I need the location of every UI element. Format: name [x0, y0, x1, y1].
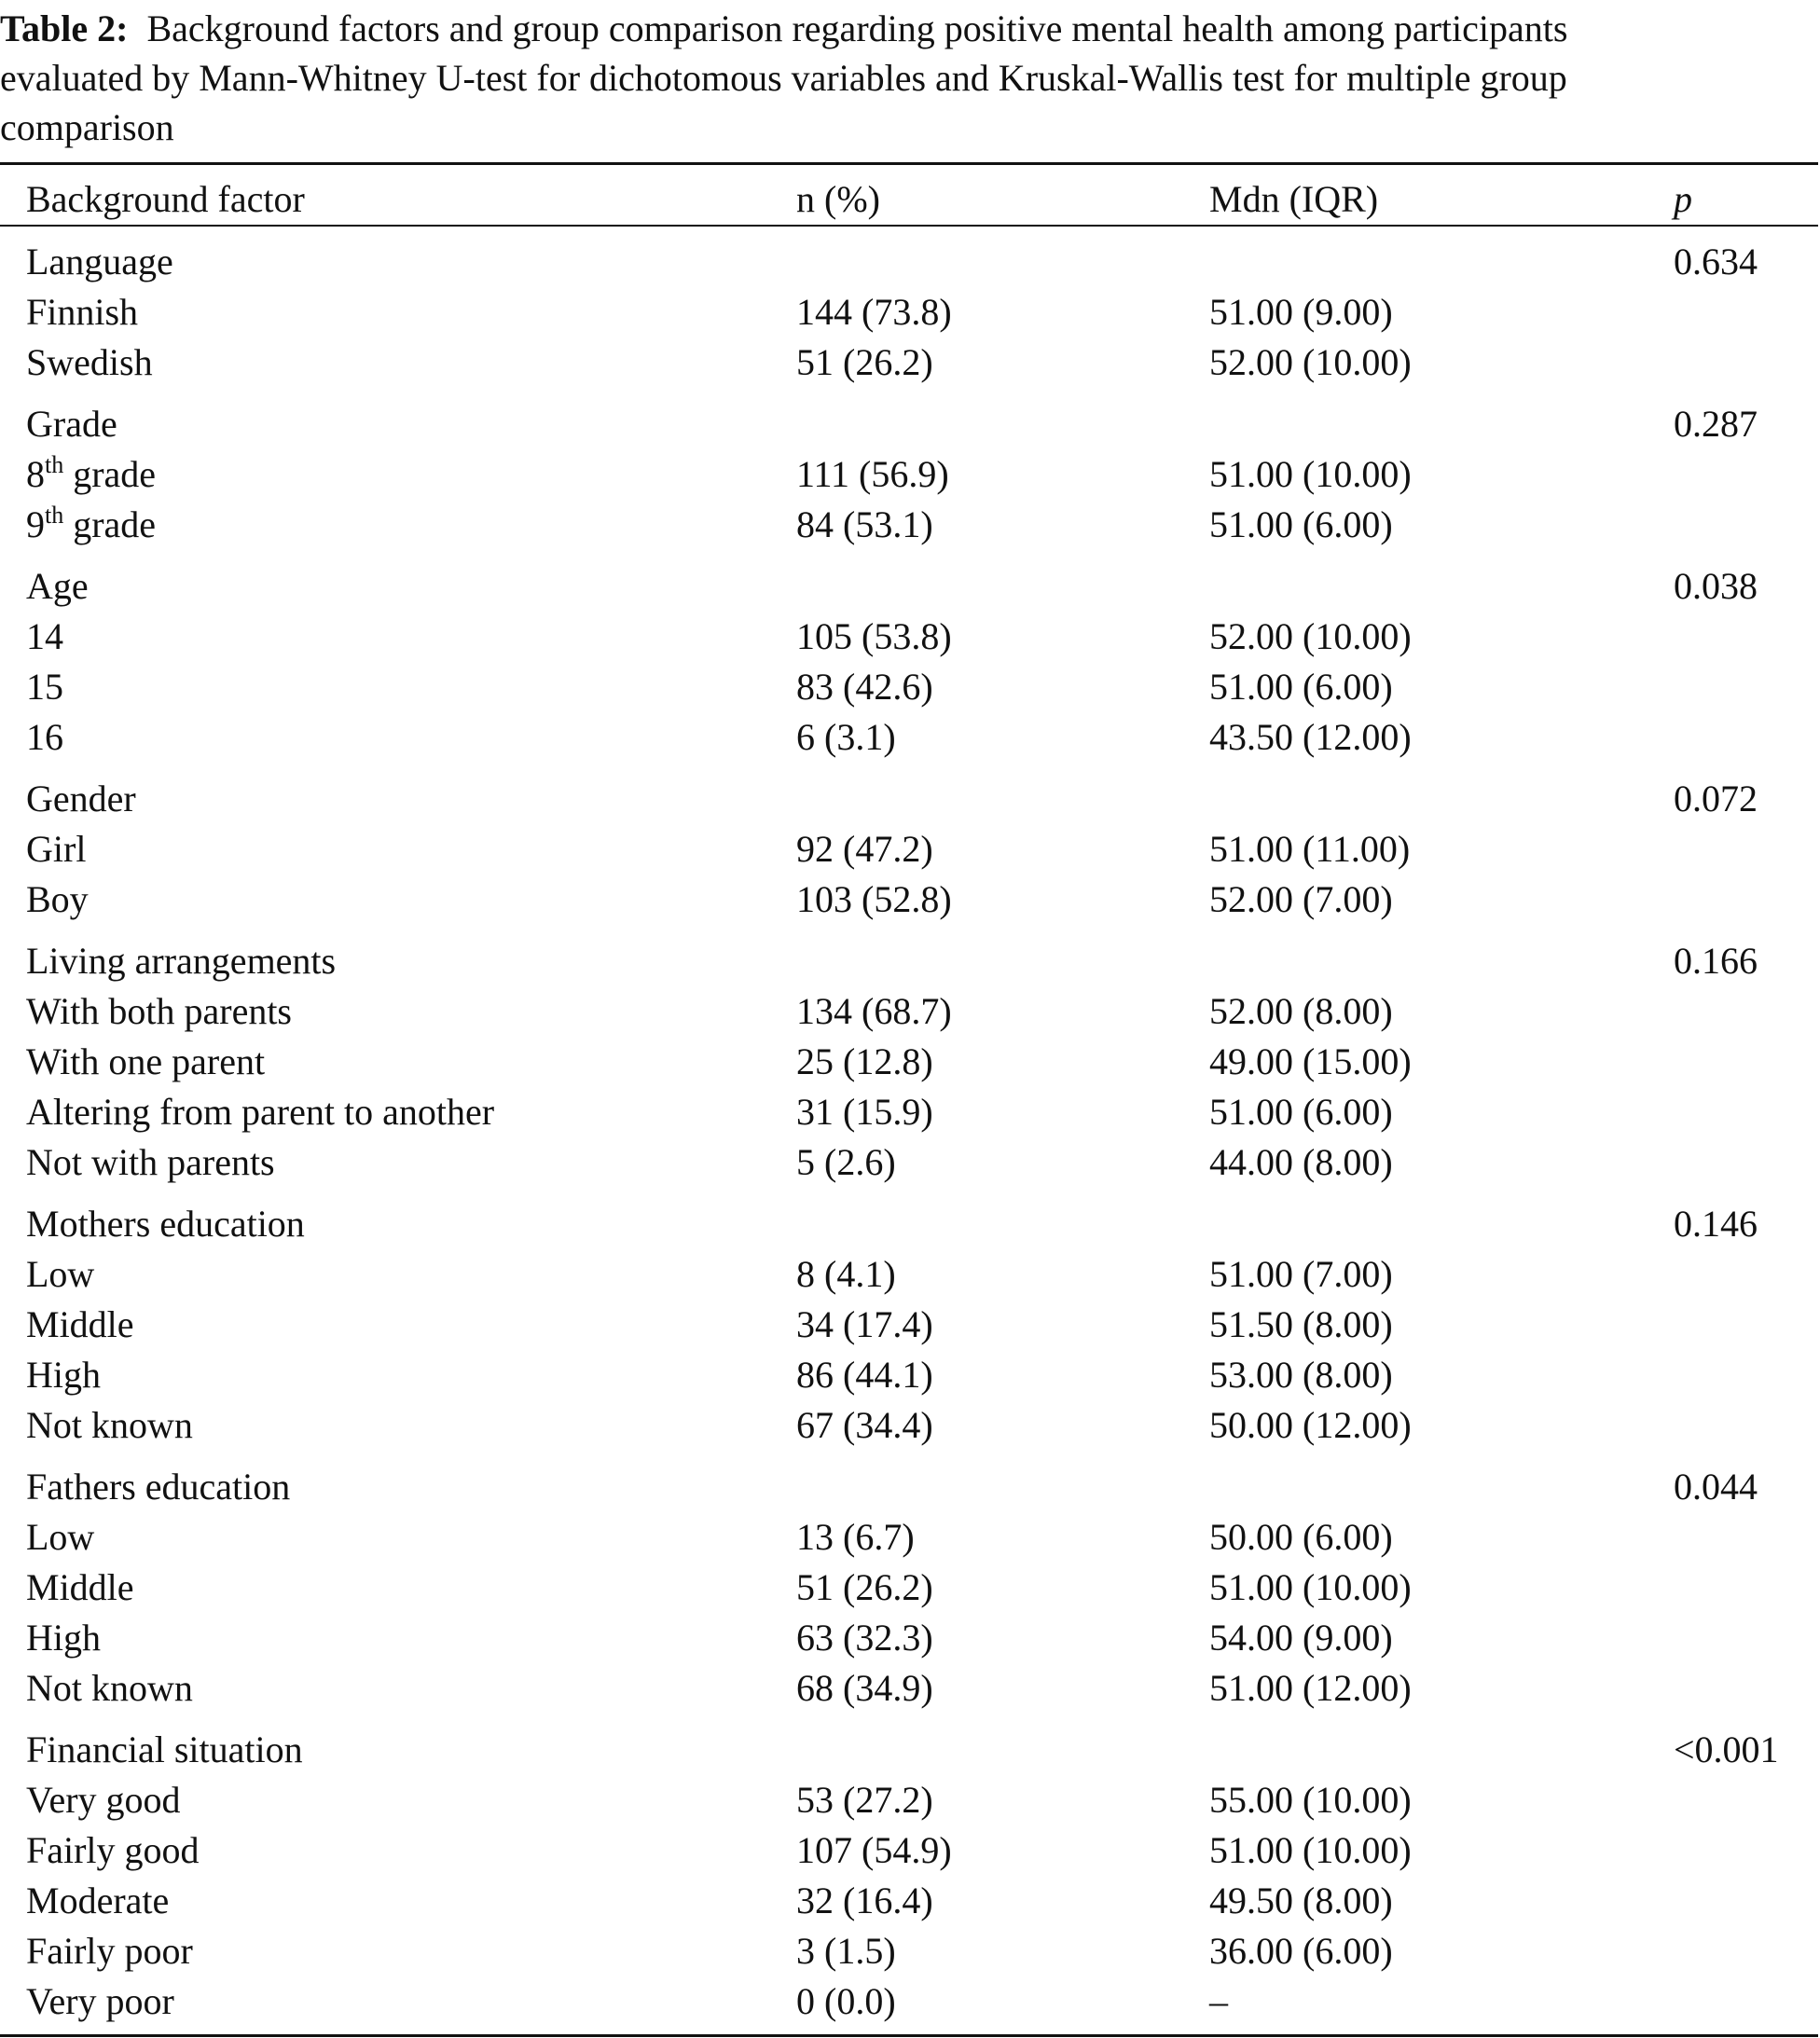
group-p-value: 0.038	[1674, 565, 1758, 607]
table-row	[0, 1350, 1820, 1400]
table-row	[0, 1876, 1820, 1926]
table-row	[0, 824, 1820, 874]
table-group-row	[0, 1199, 1820, 1249]
table-row	[0, 712, 1820, 763]
table-row	[0, 337, 1820, 388]
row-median-iqr: 51.50 (8.00)	[1209, 1303, 1393, 1345]
header-median-iqr: Mdn (IQR)	[1209, 178, 1379, 220]
row-median-iqr: 52.00 (10.00)	[1209, 341, 1412, 383]
table-row	[0, 1926, 1820, 1976]
row-median-iqr: 50.00 (6.00)	[1209, 1516, 1393, 1558]
row-n-percent: 92 (47.2)	[796, 828, 933, 870]
table-group-row	[0, 399, 1820, 449]
table-header-rule	[0, 225, 1818, 227]
caption-line-2: evaluated by Mann-Whitney U-test for dichotomous variables and Kruskal-Wallis test for multiple group	[0, 57, 1567, 99]
caption-line-1	[0, 4, 1818, 53]
row-label: Boy	[26, 878, 89, 920]
group-label: Living arrangements	[26, 940, 337, 982]
table-group-row	[0, 936, 1820, 986]
row-label-ordinal-suffix: th	[45, 451, 64, 478]
table-bottom-rule	[0, 2034, 1818, 2037]
row-n-percent: 86 (44.1)	[796, 1354, 933, 1396]
table-row	[0, 1825, 1820, 1876]
table-row	[0, 500, 1820, 550]
caption-label: Table 2:	[0, 7, 129, 49]
table-row	[0, 1037, 1820, 1087]
table-row	[0, 1775, 1820, 1825]
row-n-percent: 51 (26.2)	[796, 341, 933, 383]
row-median-iqr: 53.00 (8.00)	[1209, 1354, 1393, 1396]
table-row	[0, 1512, 1820, 1563]
table-row	[0, 1663, 1820, 1714]
row-median-iqr: 51.00 (10.00)	[1209, 453, 1412, 495]
group-label: Fathers education	[26, 1466, 291, 1508]
row-median-iqr: 51.00 (6.00)	[1209, 503, 1393, 545]
table-row	[0, 449, 1820, 500]
row-median-iqr: 54.00 (9.00)	[1209, 1617, 1393, 1659]
row-label: With both parents	[26, 990, 292, 1032]
group-p-value: 0.072	[1674, 778, 1758, 819]
row-n-percent: 144 (73.8)	[796, 291, 952, 333]
table-group-row	[0, 237, 1820, 287]
row-median-iqr: 36.00 (6.00)	[1209, 1930, 1393, 1972]
row-label: Moderate	[26, 1880, 170, 1921]
row-n-percent: 25 (12.8)	[796, 1040, 933, 1082]
table-row	[0, 287, 1820, 337]
table-header-row	[0, 174, 1820, 225]
group-p-value: 0.634	[1674, 241, 1758, 282]
table-row	[0, 1400, 1820, 1451]
group-label: Grade	[26, 403, 117, 445]
caption-text-1: Background factors and group comparison regarding positive mental health among participants	[146, 7, 1568, 49]
table-top-rule	[0, 162, 1818, 165]
row-label: Middle	[26, 1566, 134, 1608]
row-n-percent: 32 (16.4)	[796, 1880, 933, 1921]
row-n-percent: 8 (4.1)	[796, 1253, 896, 1295]
table-row	[0, 1563, 1820, 1613]
table-row	[0, 662, 1820, 712]
row-median-iqr: 51.00 (6.00)	[1209, 1091, 1393, 1133]
row-median-iqr: 52.00 (7.00)	[1209, 878, 1393, 920]
group-label: Mothers education	[26, 1203, 305, 1245]
group-p-value: 0.287	[1674, 403, 1758, 445]
row-median-iqr: 50.00 (12.00)	[1209, 1404, 1412, 1446]
table-row	[0, 1613, 1820, 1663]
row-label: 14	[26, 615, 63, 657]
table-row	[0, 1249, 1820, 1300]
row-label: Very good	[26, 1779, 181, 1821]
row-median-iqr: 51.00 (10.00)	[1209, 1829, 1412, 1871]
row-n-percent: 68 (34.9)	[796, 1667, 933, 1709]
row-n-percent: 67 (34.4)	[796, 1404, 933, 1446]
row-n-percent: 105 (53.8)	[796, 615, 952, 657]
row-median-iqr: 49.50 (8.00)	[1209, 1880, 1393, 1921]
row-label: Low	[26, 1516, 95, 1558]
group-p-value: 0.044	[1674, 1466, 1758, 1508]
row-median-iqr: 51.00 (12.00)	[1209, 1667, 1412, 1709]
row-median-iqr: 51.00 (7.00)	[1209, 1253, 1393, 1295]
header-n-percent: n (%)	[796, 178, 880, 220]
row-median-iqr: 51.00 (9.00)	[1209, 291, 1393, 333]
row-n-percent: 84 (53.1)	[796, 503, 933, 545]
row-label: Middle	[26, 1303, 134, 1345]
row-n-percent: 0 (0.0)	[796, 1980, 896, 2022]
row-label: With one parent	[26, 1040, 266, 1082]
row-median-iqr: –	[1209, 1980, 1228, 2022]
row-label-number: 8	[26, 453, 45, 495]
row-label: Low	[26, 1253, 95, 1295]
table-row	[0, 986, 1820, 1037]
table-row	[0, 874, 1820, 925]
row-n-percent: 63 (32.3)	[796, 1617, 933, 1659]
table-row	[0, 1976, 1820, 2027]
row-label: Not known	[26, 1667, 193, 1709]
row-median-iqr: 43.50 (12.00)	[1209, 716, 1412, 758]
row-median-iqr: 52.00 (8.00)	[1209, 990, 1393, 1032]
row-n-percent: 6 (3.1)	[796, 716, 896, 758]
group-p-value: 0.166	[1674, 940, 1758, 982]
row-label: Very poor	[26, 1980, 174, 2022]
row-label	[26, 449, 156, 500]
header-p-value: p	[1674, 178, 1692, 220]
group-label: Gender	[26, 778, 136, 819]
row-median-iqr: 51.00 (11.00)	[1209, 828, 1411, 870]
table-group-row	[0, 561, 1820, 612]
row-label: Altering from parent to another	[26, 1091, 495, 1133]
row-n-percent: 107 (54.9)	[796, 1829, 952, 1871]
row-n-percent: 111 (56.9)	[796, 453, 949, 495]
group-label: Financial situation	[26, 1728, 303, 1770]
row-label: Fairly good	[26, 1829, 200, 1871]
table-row	[0, 1300, 1820, 1350]
row-label: Swedish	[26, 341, 153, 383]
table-group-row	[0, 1462, 1820, 1512]
table-row	[0, 1137, 1820, 1188]
row-label-ordinal-suffix: th	[45, 502, 64, 529]
row-n-percent: 51 (26.2)	[796, 1566, 933, 1608]
row-median-iqr: 55.00 (10.00)	[1209, 1779, 1412, 1821]
row-n-percent: 53 (27.2)	[796, 1779, 933, 1821]
row-n-percent: 34 (17.4)	[796, 1303, 933, 1345]
row-label: High	[26, 1354, 101, 1396]
table-caption	[0, 4, 1818, 152]
table-row	[0, 1087, 1820, 1137]
row-label: 15	[26, 666, 63, 708]
row-label: Girl	[26, 828, 87, 870]
group-label: Age	[26, 565, 89, 607]
table-row	[0, 612, 1820, 662]
row-label: Not known	[26, 1404, 193, 1446]
row-n-percent: 103 (52.8)	[796, 878, 952, 920]
row-n-percent: 13 (6.7)	[796, 1516, 915, 1558]
row-label: High	[26, 1617, 101, 1659]
row-label: Fairly poor	[26, 1930, 193, 1972]
row-label: Not with parents	[26, 1141, 275, 1183]
group-p-value: <0.001	[1674, 1728, 1779, 1770]
row-n-percent: 5 (2.6)	[796, 1141, 896, 1183]
row-median-iqr: 49.00 (15.00)	[1209, 1040, 1412, 1082]
caption-line-3: comparison	[0, 106, 174, 148]
row-median-iqr: 51.00 (10.00)	[1209, 1566, 1412, 1608]
group-label: Language	[26, 241, 173, 282]
row-label	[26, 500, 156, 550]
table-group-row	[0, 774, 1820, 824]
row-n-percent: 31 (15.9)	[796, 1091, 933, 1133]
row-median-iqr: 52.00 (10.00)	[1209, 615, 1412, 657]
row-n-percent: 83 (42.6)	[796, 666, 933, 708]
header-background-factor: Background factor	[26, 178, 305, 220]
group-p-value: 0.146	[1674, 1203, 1758, 1245]
row-n-percent: 134 (68.7)	[796, 990, 952, 1032]
row-label: 16	[26, 716, 63, 758]
row-label-text: grade	[63, 453, 157, 495]
table-group-row	[0, 1725, 1820, 1775]
row-n-percent: 3 (1.5)	[796, 1930, 896, 1972]
row-median-iqr: 51.00 (6.00)	[1209, 666, 1393, 708]
row-label: Finnish	[26, 291, 139, 333]
row-median-iqr: 44.00 (8.00)	[1209, 1141, 1393, 1183]
row-label-number: 9	[26, 503, 45, 545]
row-label-text: grade	[63, 503, 157, 545]
